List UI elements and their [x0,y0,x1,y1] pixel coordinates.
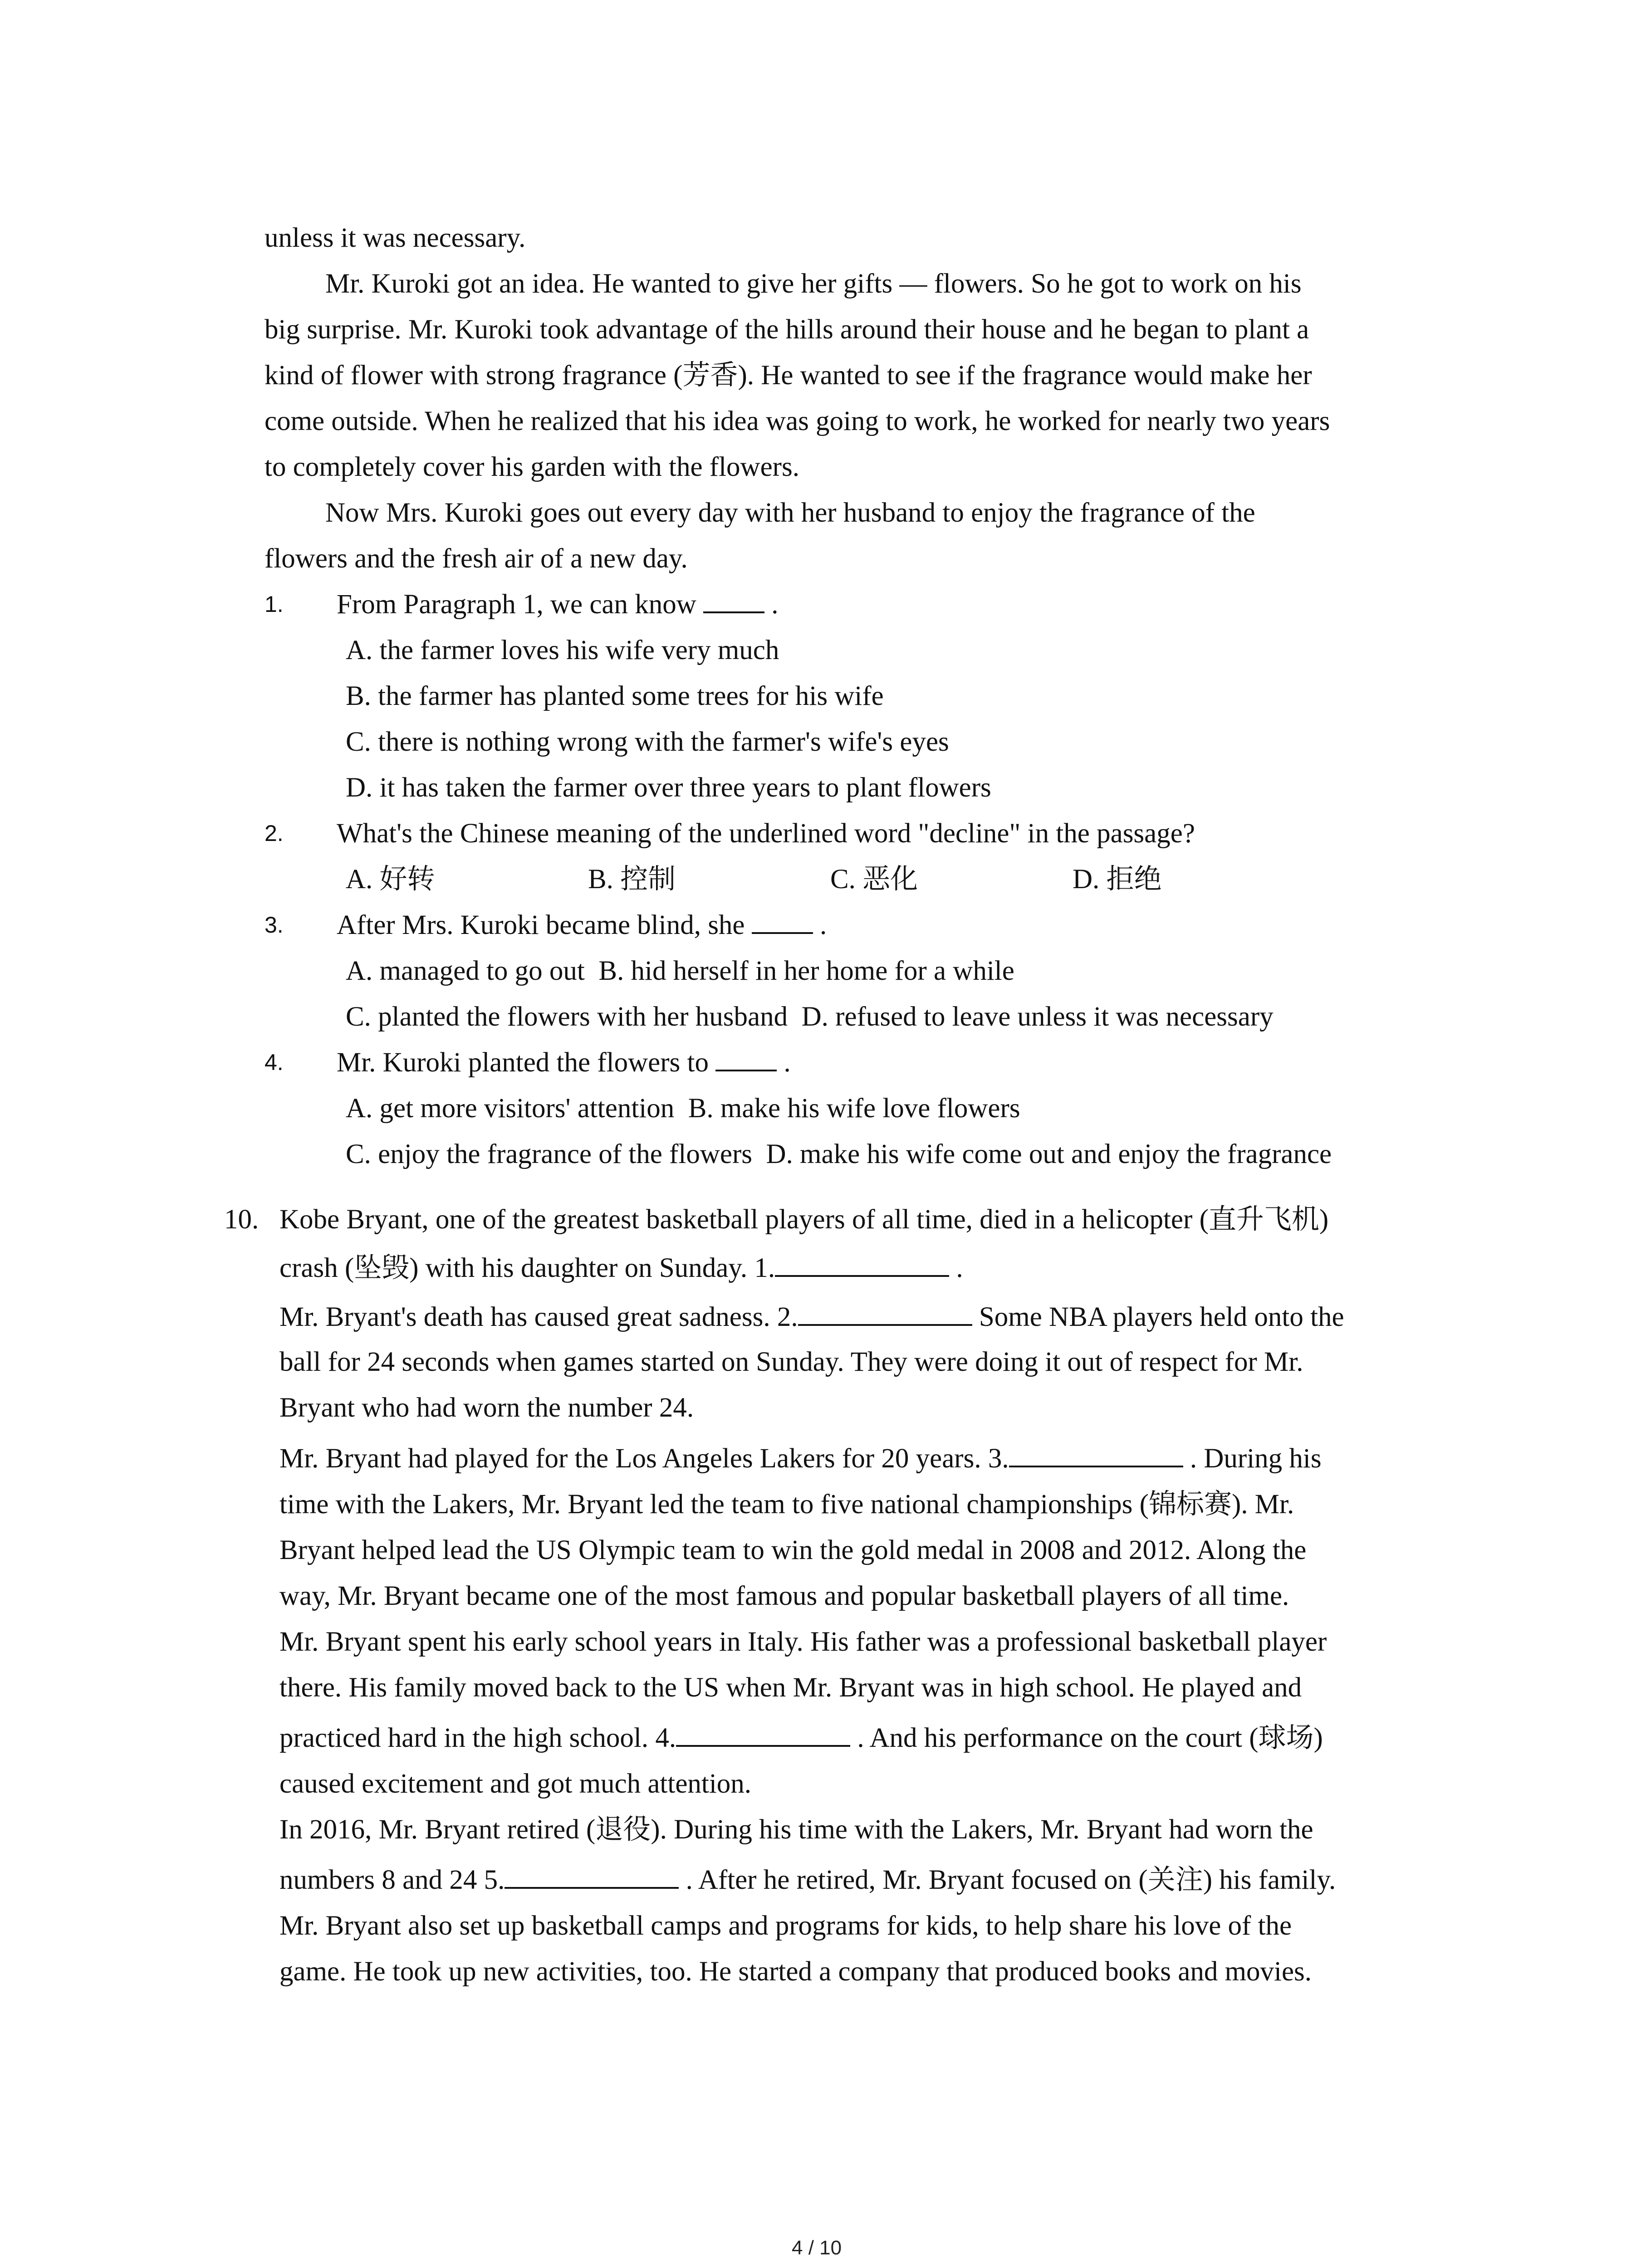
option-row [346,948,1014,994]
option-a: A. the farmer loves his wife very much [346,635,779,665]
answer-blank-1 [775,1250,949,1277]
passage-line [279,1245,963,1291]
option-row [346,1131,1332,1177]
question-stem-end: . [771,589,779,620]
option-b: B. 控制 [588,864,676,894]
passage-line: Mr. Bryant also set up basketball camps and programs for kids, to help share his love of the [279,1911,1292,1941]
question-stem [337,582,779,627]
option-b: B. the farmer has planted some trees for his wife [346,681,884,711]
option-row [346,994,1274,1040]
option-d: D. it has taken the farmer over three years to plant flowers [346,772,991,803]
passage-line: time with the Lakers, Mr. Bryant led the team to five national championships (锦标赛). Mr. [279,1489,1294,1520]
passage-line: game. He took up new activities, too. He started a company that produced books and movies. [279,1956,1312,1987]
question-stem-end: . [820,910,827,940]
question-stem-text: Mr. Kuroki planted the flowers to [337,1047,709,1078]
page-number: 4 / 10 [792,2237,842,2259]
passage-line: come outside. When he realized that his idea was going to work, he worked for nearly two years [265,406,1330,436]
question-stem-text: From Paragraph 1, we can know [337,589,696,620]
answer-blank [715,1044,777,1071]
passage-line: Bryant who had worn the number 24. [279,1393,694,1423]
question-number: 10. [224,1204,259,1235]
passage-line: caused excitement and got much attention. [279,1769,752,1799]
passage-line: Mr. Kuroki got an idea. He wanted to give her gifts — flowers. So he got to work on his [325,269,1302,299]
passage-text: Mr. Bryant's death has caused great sadness. 2. [279,1302,798,1332]
passage-line: way, Mr. Bryant became one of the most famous and popular basketball players of all time. [279,1581,1289,1611]
passage-line [279,1436,1322,1481]
answer-blank-5 [505,1862,679,1889]
passage-line: to completely cover his garden with the flowers. [265,452,799,482]
passage-line: Bryant helped lead the US Olympic team to win the gold medal in 2008 and 2012. Along the [279,1535,1307,1565]
question-stem: What's the Chinese meaning of the underlined word "decline" in the passage? [337,818,1195,849]
passage-line: Mr. Bryant spent his early school years in Italy. His father was a professional basketball player [279,1627,1327,1657]
passage-line: In 2016, Mr. Bryant retired (退役). During his time with the Lakers, Mr. Bryant had worn the [279,1814,1313,1845]
passage-line: big surprise. Mr. Kuroki took advantage of the hills around their house and he began to plant a [265,314,1309,345]
passage-line: flowers and the fresh air of a new day. [265,543,688,574]
passage-line [279,1715,1323,1761]
passage-line: there. His family moved back to the US when Mr. Bryant was in high school. He played and [279,1672,1302,1703]
question-number: 3. [265,912,284,938]
passage-text: . And his performance on the court (球场) [857,1723,1323,1753]
option-a: A. get more visitors' attention [346,1093,675,1124]
question-number: 4. [265,1050,284,1075]
passage-text: . After he retired, Mr. Bryant focused on (关注) his family. [686,1865,1336,1895]
answer-blank-2 [798,1299,972,1326]
passage-text: numbers 8 and 24 5. [279,1865,505,1895]
option-b: B. make his wife love flowers [688,1093,1020,1124]
option-c: C. enjoy the fragrance of the flowers [346,1139,752,1169]
option-d: D. 拒绝 [1073,864,1162,894]
question-stem-text: After Mrs. Kuroki became blind, she [337,910,745,940]
passage-text: . During his [1190,1443,1322,1474]
question-stem [337,1040,791,1085]
question-number: 1. [265,591,284,617]
passage-text: practiced hard in the high school. 4. [279,1723,676,1753]
option-row [346,1085,1020,1131]
question-number: 2. [265,821,284,846]
passage-line [279,1294,1344,1340]
option-a: A. managed to go out [346,956,585,986]
passage-line: Kobe Bryant, one of the greatest basketball players of all time, died in a helicopter (直升飞机) [279,1204,1329,1235]
answer-blank-4 [676,1720,850,1747]
option-c: C. there is nothing wrong with the farmer's wife's eyes [346,727,949,757]
passage-text: crash (坠毁) with his daughter on Sunday. 1. [279,1253,775,1283]
passage-line: unless it was necessary. [265,223,526,253]
answer-blank [703,586,764,613]
passage-text: Some NBA players held onto the [979,1302,1344,1332]
option-d: D. refused to leave unless it was necessary [801,1002,1274,1032]
option-c: C. 恶化 [830,864,918,894]
passage-line: kind of flower with strong fragrance (芳香). He wanted to see if the fragrance would make her [265,360,1312,391]
question-stem-end: . [784,1047,791,1078]
passage-line: ball for 24 seconds when games started on Sunday. They were doing it out of respect for Mr. [279,1347,1303,1377]
passage-text: . [956,1253,963,1283]
question-stem [337,902,827,948]
passage-line [279,1857,1336,1903]
option-c: C. planted the flowers with her husband [346,1002,788,1032]
option-d: D. make his wife come out and enjoy the fragrance [766,1139,1332,1169]
answer-blank [752,907,813,934]
answer-blank-3 [1009,1440,1183,1467]
passage-line: Now Mrs. Kuroki goes out every day with her husband to enjoy the fragrance of the [325,498,1255,528]
option-a: A. 好转 [346,864,435,894]
option-b: B. hid herself in her home for a while [598,956,1014,986]
passage-text: Mr. Bryant had played for the Los Angeles Lakers for 20 years. 3. [279,1443,1009,1474]
